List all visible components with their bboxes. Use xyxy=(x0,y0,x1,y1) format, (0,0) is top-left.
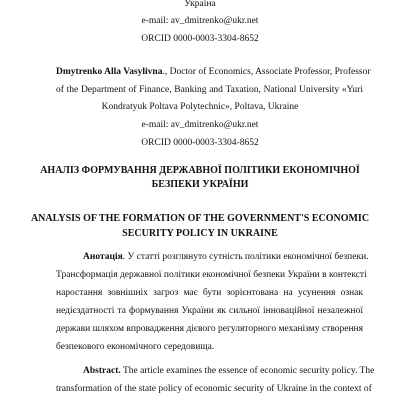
abstract-uk-line6: безпекового економічного середовища. xyxy=(56,342,215,352)
abstract-en-text-1: The article examines the essence of economic security policy. The xyxy=(120,366,375,376)
abstract-uk-text-1: . У статті розглянуто сутність політики економічної безпеки. xyxy=(122,252,369,262)
author1-orcid: ORCID 0000-0003-3304-8652 xyxy=(141,34,259,44)
author1-email: e-mail: av_dmitrenko@ukr.net xyxy=(141,16,259,26)
abstract-en-label: Abstract. xyxy=(83,366,121,376)
author2-name: Dmytrenko Alla Vasylivna xyxy=(56,67,163,77)
author2-affiliation-3: Kondratyuk Poltava Polytechnic», Poltava, Ukraine xyxy=(101,102,299,112)
title-en-line1: ANALYSIS OF THE FORMATION OF THE GOVERNMENT'S ECONOMIC xyxy=(30,213,370,224)
author2-affiliation-1: ., Doctor of Economics, Associate Professor, Professor xyxy=(162,67,371,77)
abstract-en-line1 xyxy=(56,365,375,377)
title-en-line2: SECURITY POLICY IN UKRAINE xyxy=(122,228,278,239)
author2-line1 xyxy=(56,66,371,78)
abstract-uk-line4: недієздатності та формування України як сильної інноваційної незалежної xyxy=(56,306,363,316)
abstract-uk-line3: наростання зовнішніх загроз має бути зорієнтована на усунення ознак xyxy=(56,288,363,298)
abstract-uk-line1 xyxy=(56,251,369,263)
author2-affiliation-2: of the Department of Finance, Banking and Taxation, National University «Yuri xyxy=(56,85,363,95)
abstract-en-line2: transformation of the state policy of economic security of Ukraine in the context of xyxy=(56,384,372,394)
abstract-uk-line5: держави шляхом впровадження дієвого регуляторного механізму створення xyxy=(56,324,363,334)
title-uk-line2: БЕЗПЕКИ УКРАЇНИ xyxy=(151,179,249,190)
abstract-uk-label: Анотація xyxy=(83,252,123,262)
title-uk-line1: АНАЛІЗ ФОРМУВАННЯ ДЕРЖАВНОЇ ПОЛІТИКИ ЕКОНОМІЧНОЇ xyxy=(40,165,360,176)
author2-email: e-mail: av_dmitrenko@ukr.net xyxy=(141,120,259,130)
author2-orcid: ORCID 0000-0003-3304-8652 xyxy=(141,138,259,148)
author1-country: Україна xyxy=(184,0,216,9)
abstract-uk-line2: Трансформація державної політики економічної безпеки України в контексті xyxy=(56,270,367,280)
